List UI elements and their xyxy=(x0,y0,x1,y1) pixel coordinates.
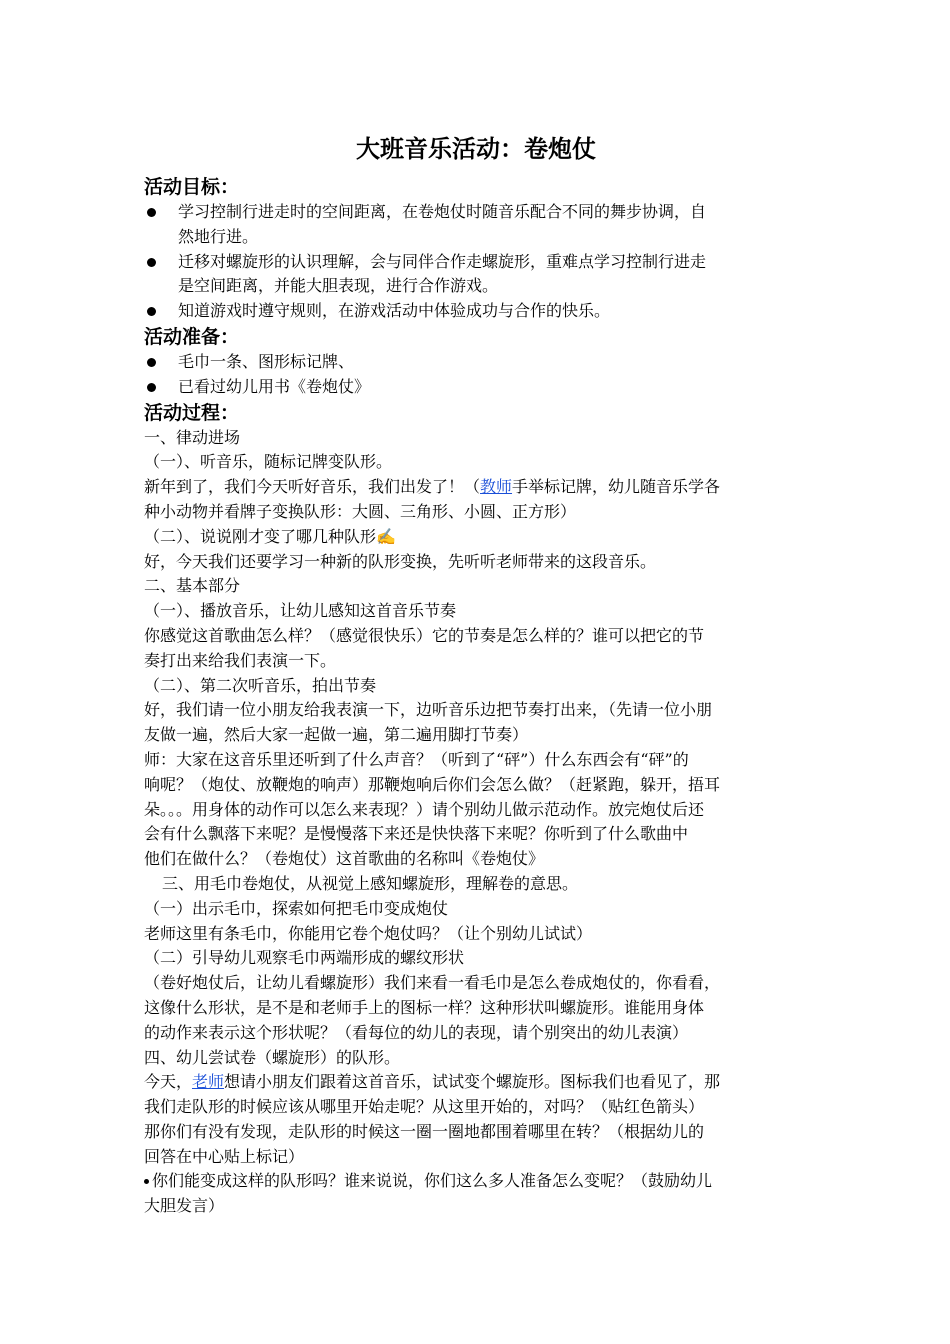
bullet-icon xyxy=(147,358,156,367)
subsection-3-1: （一）出示毛巾，探索如何把毛巾变成炮仗 xyxy=(144,898,449,918)
section-heading-1: 一、律动进场 xyxy=(144,427,241,447)
paragraph-line: 这像什么形状，是不是和老师手上的图标一样？这种形状叫螺旋形。谁能用身体 xyxy=(144,997,705,1017)
paragraph-line: 我们走队形的时候应该从哪里开始走呢？从这里开始的，对吗？（贴红色箭头） xyxy=(144,1097,705,1117)
section-heading-3: 三、用毛巾卷炮仗，从视觉上感知螺旋形，理解卷的意思。 xyxy=(162,873,579,893)
prep-heading: 活动准备： xyxy=(144,325,240,348)
goal-item-2: 迁移对螺旋形的认识理解，会与同伴合作走螺旋形，重难点学习控制行进走 xyxy=(144,250,808,275)
subsection-1-2: （二）、说说刚才变了哪几种队形✍ xyxy=(144,526,396,546)
goal-item-1-cont: 然地行进。 xyxy=(178,226,259,246)
goal-item-3: 知道游戏时遵守规则，在游戏活动中体验成功与合作的快乐。 xyxy=(144,299,808,324)
paragraph-line: 他们在做什么？（卷炮仗）这首歌曲的名称叫《卷炮仗》 xyxy=(144,849,545,869)
paragraph-line: 的动作来表示这个形状呢？（看每位的幼儿的表现，请个别突出的幼儿表演） xyxy=(144,1022,689,1042)
paragraph-line: 新年到了，我们今天听好音乐，我们出发了！（教师手举标记牌，幼儿随音乐学各 xyxy=(144,477,721,497)
paragraph-line: 友做一遍，然后大家一起做一遍，第二遍用脚打节奏） xyxy=(144,725,529,745)
goals-heading: 活动目标： xyxy=(144,176,240,198)
paragraph-line: 好，我们请一位小朋友给我表演一下，边听音乐边把节奏打出来，（先请一位小朋 xyxy=(144,700,713,720)
paragraph-line: 你们能变成这样的队形吗？谁来说说，你们这么多人准备怎么变呢？（鼓励幼儿 xyxy=(144,1169,808,1194)
goal-item-2-cont: 是空间距离，并能大胆表现，进行合作游戏。 xyxy=(178,276,499,296)
paragraph-line: 种小动物并看牌子变换队形：大圆、三角形、小圆、正方形） xyxy=(144,501,577,521)
document-title: 大班音乐活动：卷炮仗 xyxy=(356,135,596,163)
subsection-2-1: （一）、播放音乐，让幼儿感知这首音乐节奏 xyxy=(144,601,457,621)
subsection-1-1: （一）、听音乐，随标记牌变队形。 xyxy=(144,452,393,472)
document-body xyxy=(144,174,808,1219)
bullet-icon xyxy=(147,208,156,217)
bullet-icon xyxy=(147,258,156,267)
bullet-icon xyxy=(147,383,156,392)
goal-item-1: 学习控制行进走时的空间距离，在卷炮仗时随音乐配合不同的舞步协调，自 xyxy=(144,200,808,225)
paragraph-line: 奏打出来给我们表演一下。 xyxy=(144,650,337,670)
section-heading-2: 二、基本部分 xyxy=(144,576,241,596)
prep-item-2: 已看过幼儿用书《卷炮仗》 xyxy=(144,375,808,400)
paragraph-line: 师：大家在这音乐里还听到了什么声音？（听到了“砰”）什么东西会有“砰”的 xyxy=(144,749,689,769)
paragraph-line: 好，今天我们还要学习一种新的队形变换，先听听老师带来的这段音乐。 xyxy=(144,551,657,571)
bullet-icon xyxy=(147,307,156,316)
prep-item-1: 毛巾一条、图形标记牌、 xyxy=(144,350,808,375)
paragraph-line: 会有什么飘落下来呢？是慢慢落下来还是快快落下来呢？你听到了什么歌曲中 xyxy=(144,824,689,844)
paragraph-line: 大胆发言） xyxy=(144,1196,225,1216)
paragraph-line: 今天，老师想请小朋友们跟着这首音乐，试试变个螺旋形。图标我们也看见了，那 xyxy=(144,1072,721,1092)
paragraph-line: （卷好炮仗后，让幼儿看螺旋形）我们来看一看毛巾是怎么卷成炮仗的，你看看， xyxy=(144,973,721,993)
paragraph-line: 那你们有没有发现，走队形的时候这一圈一圈地都围着哪里在转？（根据幼儿的 xyxy=(144,1121,705,1141)
teacher-link[interactable]: 教师 xyxy=(480,477,513,497)
paragraph-line: 朵。。。用身体的动作可以怎么来表现？）请个别幼儿做示范动作。放完炮仗后还 xyxy=(144,799,705,819)
process-heading: 活动过程： xyxy=(144,401,240,424)
subsection-2-2: （二）、第二次听音乐，拍出节奏 xyxy=(144,675,377,695)
paragraph-line: 回答在中心贴上标记） xyxy=(144,1146,305,1166)
section-heading-4: 四、幼儿尝试卷（螺旋形）的队形。 xyxy=(144,1047,401,1067)
small-bullet-icon xyxy=(144,1179,149,1184)
teacher-link[interactable]: 老师 xyxy=(192,1072,225,1092)
paragraph-line: 你感觉这首歌曲怎么样？（感觉很快乐）它的节奏是怎么样的？谁可以把它的节 xyxy=(144,625,705,645)
paragraph-line: 老师这里有条毛巾，你能用它卷个炮仗吗？（让个别幼儿试试） xyxy=(144,923,593,943)
subsection-3-2: （二）引导幼儿观察毛巾两端形成的螺纹形状 xyxy=(144,948,465,968)
paragraph-line: 响呢？（炮仗、放鞭炮的响声）那鞭炮响后你们会怎么做？（赶紧跑，躲开，捂耳 xyxy=(144,774,721,794)
